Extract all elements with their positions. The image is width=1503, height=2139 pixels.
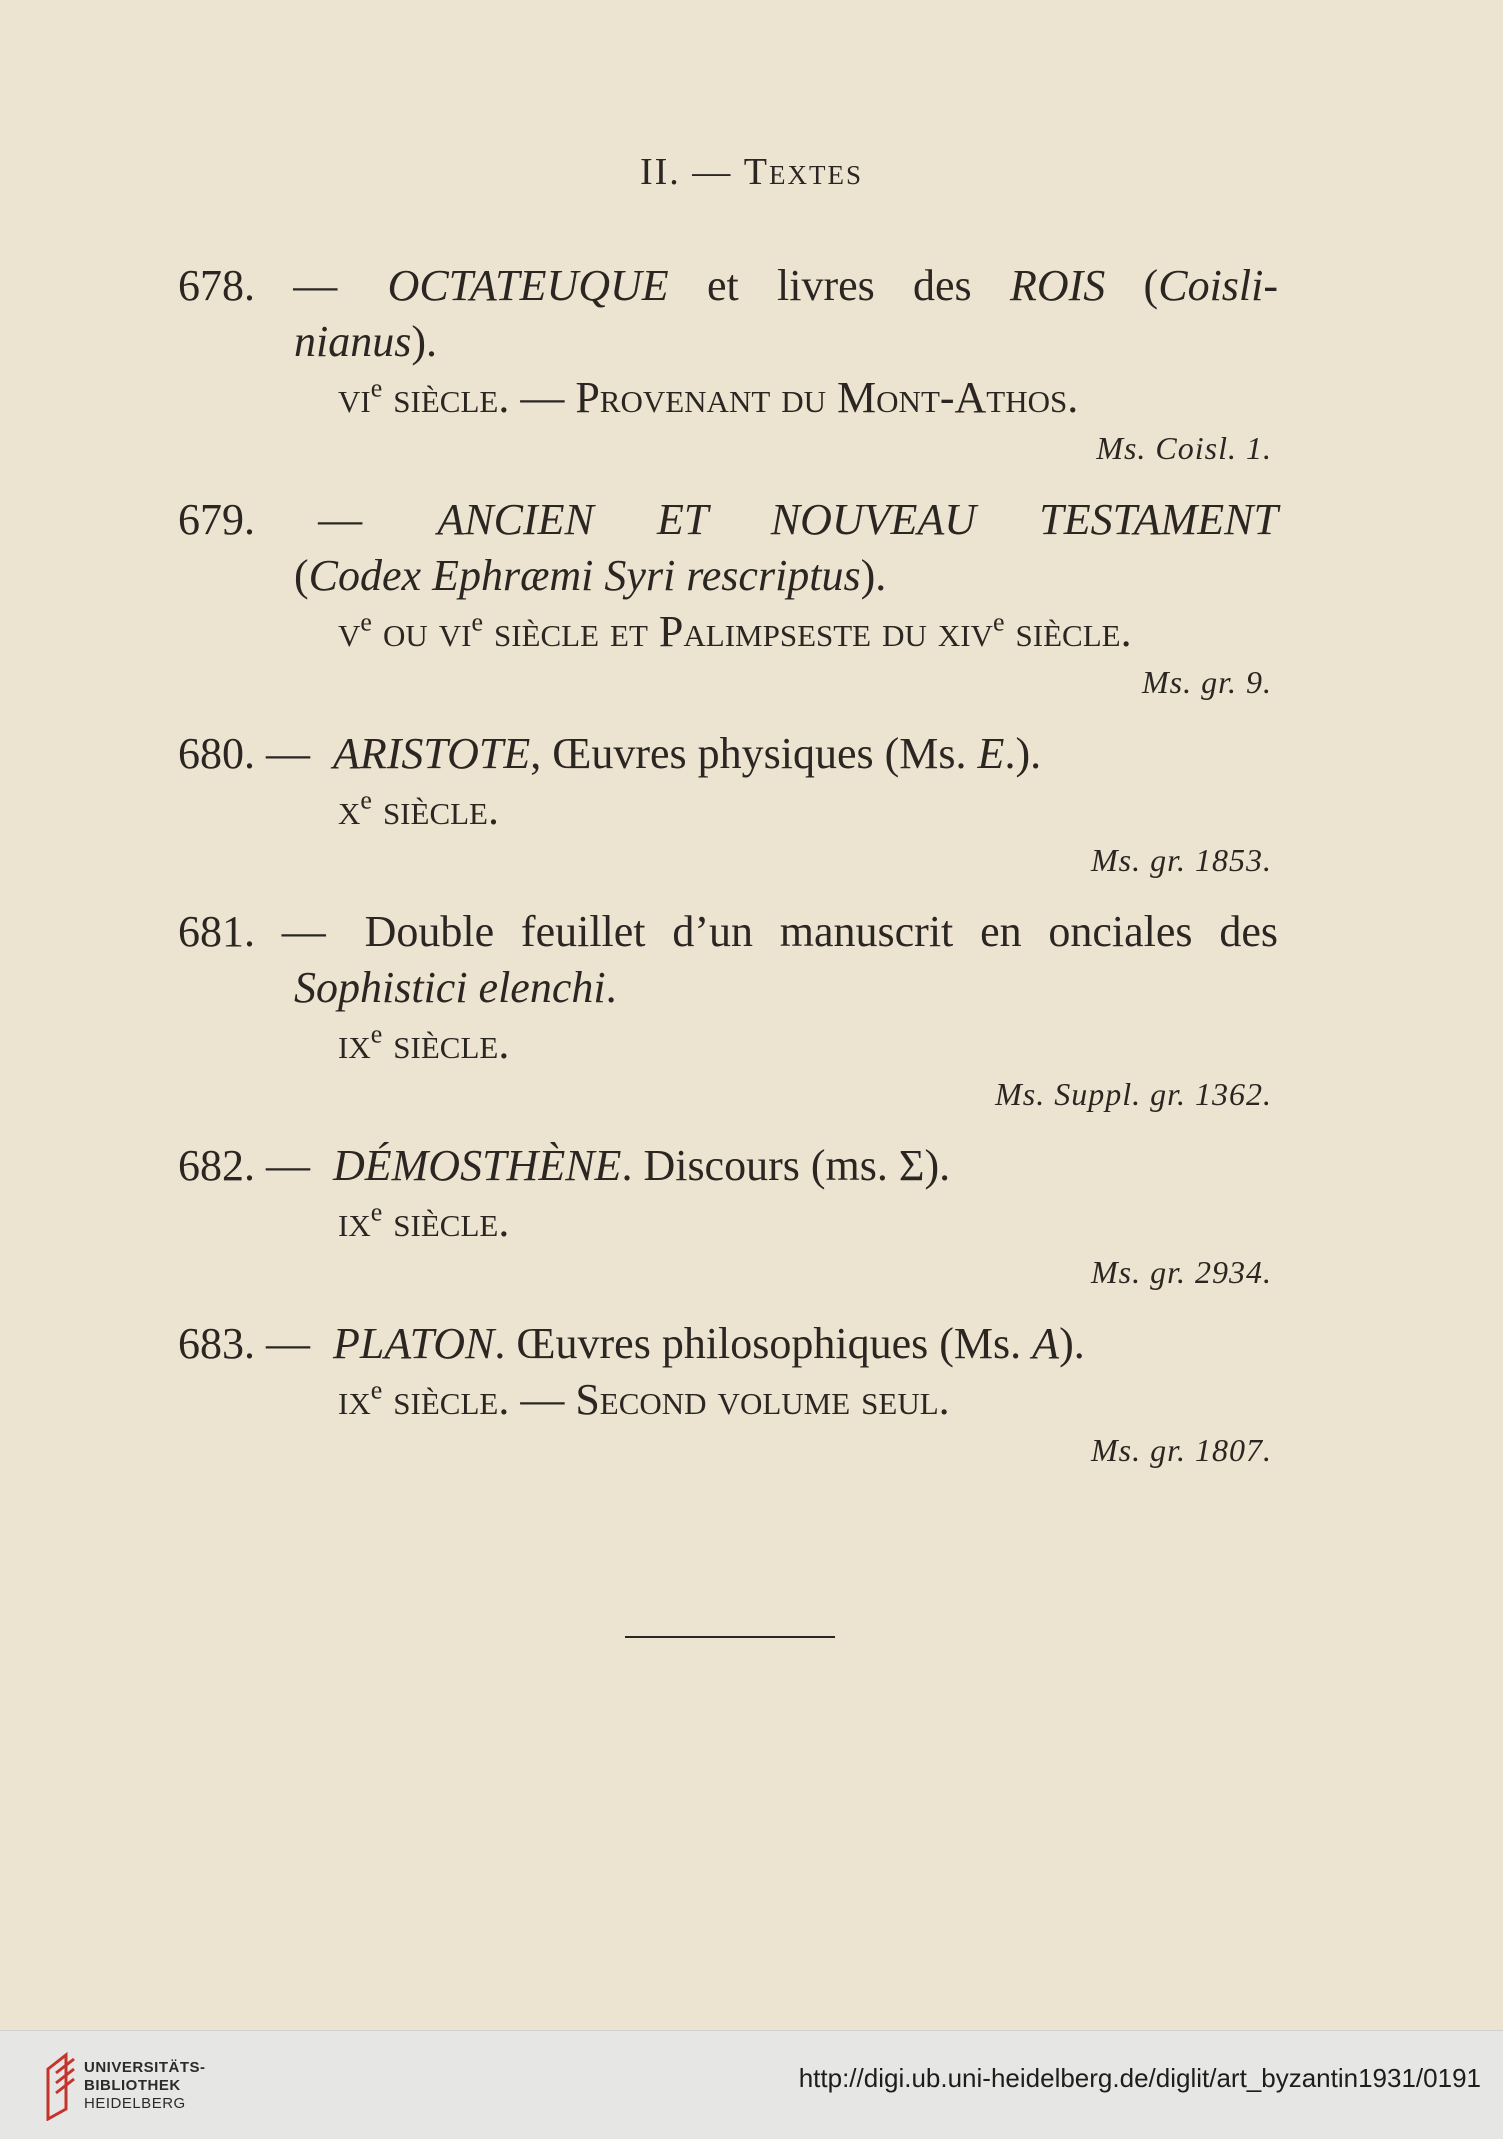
- entry-date-text: ix: [338, 1197, 371, 1246]
- entry-number: 682. —: [178, 1141, 321, 1190]
- entry-title-line: [178, 904, 1278, 960]
- entry-shelfmark: Ms. Coisl. 1.: [1096, 430, 1272, 466]
- entry-number: 678. —: [178, 261, 376, 310]
- entry-date-text: siècle.: [1004, 607, 1132, 656]
- entry-title-line: [178, 1316, 1278, 1372]
- entry-continuation-text: Sophistici elenchi: [294, 963, 606, 1012]
- header-roman: II.: [639, 151, 681, 193]
- library-line-3: HEIDELBERG: [84, 2095, 186, 2112]
- entry-date-text: siècle et Palimpseste du xiv: [482, 607, 993, 656]
- entry-title-text: ANCIEN ET NOUVEAU TESTAMENT: [437, 495, 1279, 544]
- entry-title-text: DÉMOSTHÈNE: [333, 1141, 622, 1190]
- ordinal-suffix: e: [370, 1375, 383, 1405]
- ordinal-suffix: e: [370, 1197, 383, 1227]
- entry-title-line: [178, 1138, 1278, 1194]
- entry-date-text: siècle.: [382, 1197, 510, 1246]
- ordinal-suffix: e: [370, 373, 383, 403]
- entry-continuation-text: (: [294, 551, 309, 600]
- catalogue-entry: [178, 726, 1278, 882]
- entry-continuation-text: ).: [411, 317, 438, 366]
- viewer-footer: [0, 2030, 1503, 2139]
- ordinal-suffix: e: [471, 607, 483, 637]
- entry-title-text: ).: [1059, 1319, 1085, 1368]
- entry-title-text: Coisli-: [1158, 261, 1279, 310]
- ordinal-suffix: e: [993, 607, 1005, 637]
- catalogue-entry: [178, 904, 1278, 1116]
- entry-shelfmark: Ms. gr. 2934.: [1090, 1254, 1272, 1290]
- entry-date: [178, 782, 1278, 838]
- entry-title-continuation: [178, 314, 1278, 370]
- header-dash: —: [692, 151, 733, 193]
- entry-date-text: v: [338, 607, 361, 656]
- entry-date: [178, 604, 1278, 660]
- entry-shelfmark: Ms. gr. 9.: [1141, 664, 1272, 700]
- end-rule: [625, 1636, 835, 1638]
- entry-title-continuation: [178, 960, 1278, 1016]
- entry-shelfmark: Ms. Suppl. gr. 1362.: [995, 1076, 1272, 1112]
- entry-continuation-text: Codex Ephræmi Syri rescriptus: [308, 551, 861, 600]
- entry-title-text: . Discours (ms. Σ).: [621, 1141, 951, 1190]
- header-title: Textes: [743, 151, 864, 193]
- library-line-2: BIBLIOTHEK: [84, 2077, 181, 2094]
- entry-title-text: E: [977, 729, 1005, 778]
- ordinal-suffix: e: [360, 607, 372, 637]
- entry-title-line: [178, 492, 1278, 548]
- entry-continuation-text: .: [605, 963, 617, 1012]
- entry-title-text: .).: [1004, 729, 1042, 778]
- catalogue-entry: [178, 1316, 1278, 1472]
- entry-date: [178, 370, 1278, 426]
- entry-date-text: siècle. — Second volume seul.: [382, 1375, 950, 1424]
- entry-title-text: PLATON: [333, 1319, 495, 1368]
- entry-title-line: [178, 258, 1278, 314]
- entry-date-text: ix: [338, 1019, 371, 1068]
- library-name: [84, 2059, 206, 2113]
- entry-date: [178, 1372, 1278, 1428]
- entry-title-text: , Œuvres physiques (Ms.: [530, 729, 978, 778]
- ordinal-suffix: e: [360, 785, 372, 815]
- entry-continuation-text: ).: [860, 551, 887, 600]
- running-header: [0, 150, 1503, 194]
- entry-title-text: A: [1032, 1319, 1060, 1368]
- catalogue-entry: [178, 258, 1278, 470]
- catalogue-entry: [178, 1138, 1278, 1294]
- entry-title-text: Double feuillet d’un manuscrit en onciales des: [364, 907, 1279, 956]
- entry-continuation-text: nianus: [294, 317, 412, 366]
- entry-date-text: siècle. — Provenant du Mont-Athos.: [382, 373, 1079, 422]
- entry-number: 681. —: [178, 907, 353, 956]
- catalogue-entry: [178, 492, 1278, 704]
- entry-date-text: siècle.: [371, 785, 499, 834]
- entry-date: [178, 1194, 1278, 1250]
- entry-date-text: ou vi: [371, 607, 472, 656]
- entry-number: 679. —: [178, 495, 426, 544]
- entry-title-text: . Œuvres philosophiques (Ms.: [494, 1319, 1033, 1368]
- catalogue-entries: [178, 258, 1278, 1494]
- entry-date-text: ix: [338, 1375, 371, 1424]
- ordinal-suffix: e: [370, 1019, 383, 1049]
- entry-date-text: siècle.: [382, 1019, 510, 1068]
- entry-title-text: OCTATEUQUE: [387, 261, 669, 310]
- library-line-1: UNIVERSITÄTS-: [84, 2059, 206, 2076]
- entry-title-continuation: [178, 548, 1278, 604]
- permalink-url[interactable]: http://digi.ub.uni-heidelberg.de/diglit/art_byzantin1931/0191: [798, 2063, 1481, 2093]
- entry-date: [178, 1016, 1278, 1072]
- entry-title-text: ARISTOTE: [333, 729, 531, 778]
- entry-number: 680. —: [178, 729, 321, 778]
- entry-title-text: et livres des: [668, 261, 1010, 310]
- entry-date-text: x: [338, 785, 361, 834]
- entry-title-text: (: [1105, 261, 1159, 310]
- entry-title-line: [178, 726, 1278, 782]
- entry-number: 683. —: [178, 1319, 321, 1368]
- entry-shelfmark: Ms. gr. 1807.: [1090, 1432, 1272, 1468]
- entry-date-text: vi: [338, 373, 371, 422]
- entry-title-text: ROIS: [1009, 261, 1106, 310]
- entry-shelfmark: Ms. gr. 1853.: [1090, 842, 1272, 878]
